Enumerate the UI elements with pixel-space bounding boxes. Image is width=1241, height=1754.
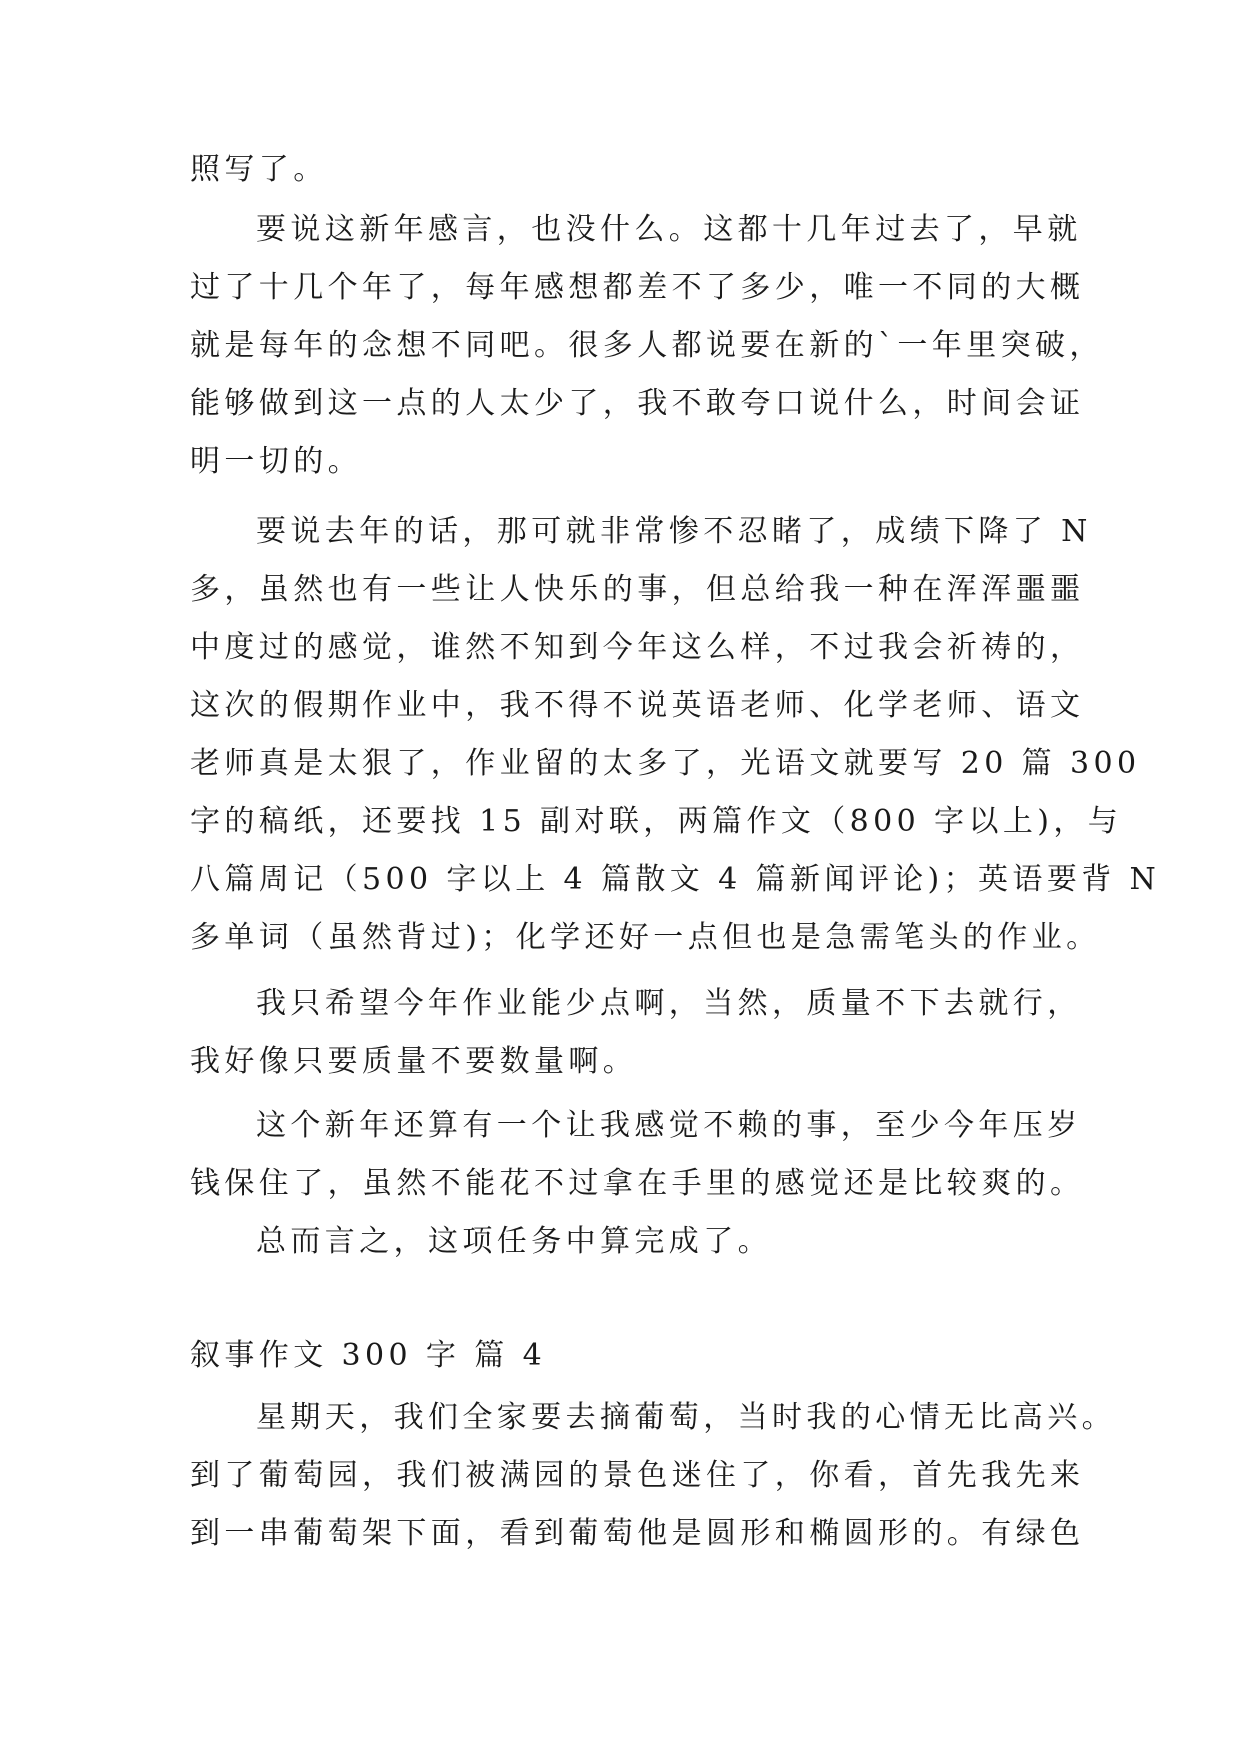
paragraph-line: 就是每年的念想不同吧。很多人都说要在新的`一年里突破， bbox=[190, 328, 1104, 363]
paragraph-line: 我好像只要质量不要数量啊。 bbox=[190, 1044, 638, 1079]
paragraph-line: 明一切的。 bbox=[190, 444, 362, 479]
paragraph-line: 能够做到这一点的人太少了，我不敢夸口说什么，时间会证 bbox=[190, 386, 1085, 421]
paragraph-line: 星期天，我们全家要去摘葡萄，当时我的心情无比高兴。 bbox=[256, 1400, 1116, 1435]
paragraph-line: 过了十几个年了，每年感想都差不了多少，唯一不同的大概 bbox=[190, 270, 1085, 305]
paragraph-line: 这次的假期作业中，我不得不说英语老师、化学老师、语文 bbox=[190, 688, 1085, 723]
paragraph-line: 多，虽然也有一些让人快乐的事，但总给我一种在浑浑噩噩 bbox=[190, 572, 1085, 607]
paragraph-line: 字的稿纸，还要找 15 副对联，两篇作文（800 字以上)，与 bbox=[190, 804, 1123, 839]
paragraph-line: 到了葡萄园，我们被满园的景色迷住了，你看，首先我先来 bbox=[190, 1458, 1085, 1493]
paragraph-line: 总而言之，这项任务中算完成了。 bbox=[256, 1224, 772, 1259]
paragraph-line: 到一串葡萄架下面，看到葡萄他是圆形和椭圆形的。有绿色 bbox=[190, 1516, 1085, 1551]
paragraph-line: 多单词（虽然背过)；化学还好一点但也是急需笔头的作业。 bbox=[190, 920, 1101, 955]
paragraph-line: 老师真是太狠了，作业留的太多了，光语文就要写 20 篇 300 bbox=[190, 746, 1141, 781]
paragraph-line: 我只希望今年作业能少点啊，当然，质量不下去就行， bbox=[256, 986, 1082, 1021]
paragraph-line: 钱保住了，虽然不能花不过拿在手里的感觉还是比较爽的。 bbox=[190, 1166, 1085, 1201]
paragraph-line: 要说这新年感言，也没什么。这都十几年过去了，早就 bbox=[256, 212, 1082, 247]
paragraph-line: 八篇周记（500 字以上 4 篇散文 4 篇新闻评论)；英语要背 N bbox=[190, 862, 1161, 897]
section-heading: 叙事作文 300 字 篇 4 bbox=[190, 1338, 547, 1373]
paragraph-line: 要说去年的话，那可就非常惨不忍睹了，成绩下降了 N bbox=[256, 514, 1092, 549]
paragraph-line: 中度过的感觉，谁然不知到今年这么样，不过我会祈祷的， bbox=[190, 630, 1085, 665]
paragraph-line: 这个新年还算有一个让我感觉不赖的事，至少今年压岁 bbox=[256, 1108, 1082, 1143]
paragraph-line: 照写了。 bbox=[190, 152, 328, 187]
